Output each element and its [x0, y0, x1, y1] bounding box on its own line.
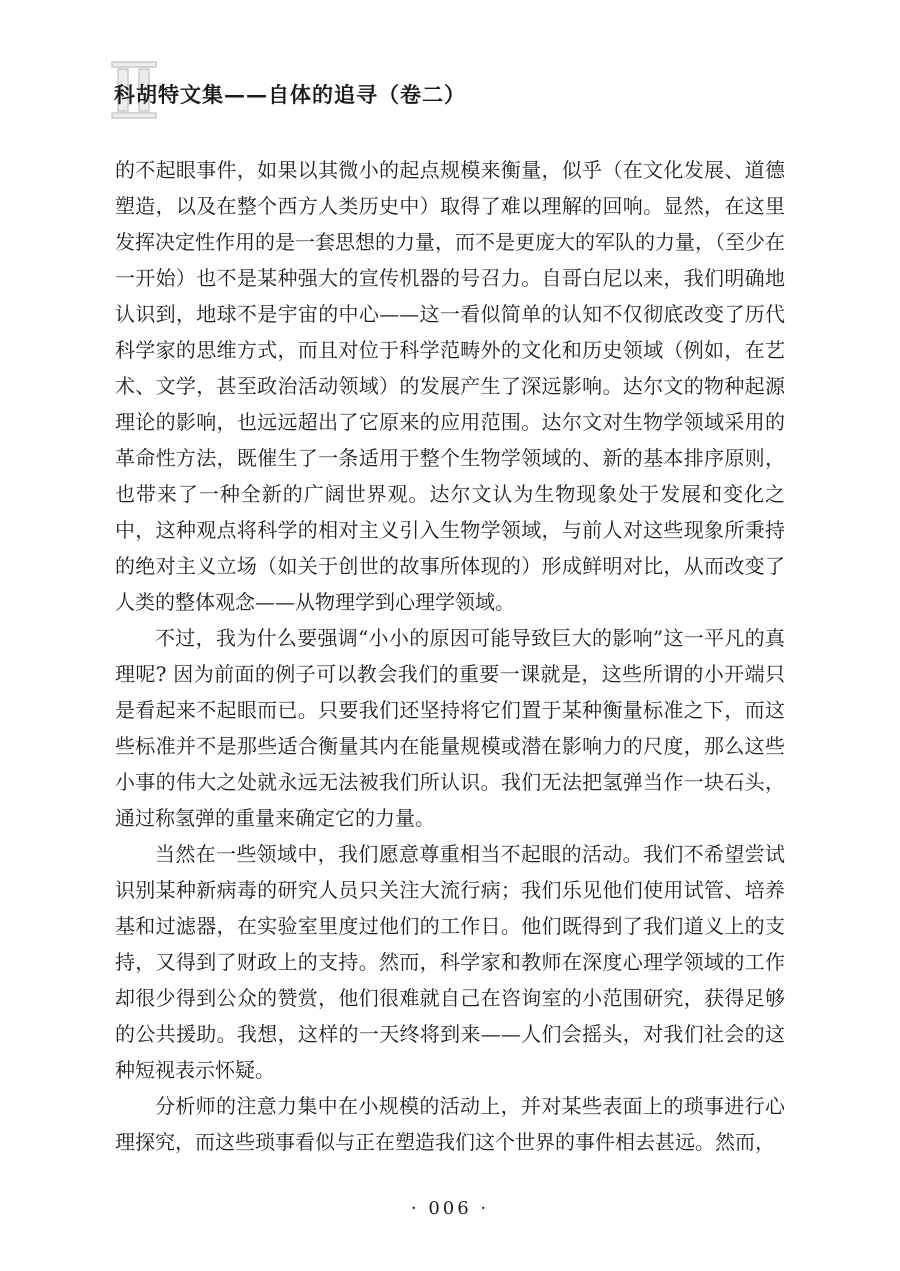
paragraph: 分析师的注意力集中在小规模的活动上，并对某些表面上的琐事进行心理探究，而这些琐事看似与正在塑造我们这个世界的事件相去甚远。然而，: [115, 1094, 785, 1154]
running-head-title: 科胡特文集——自体的追寻（卷二）: [114, 82, 466, 107]
paragraph: 不过，我为什么要强调“小小的原因可能导致巨大的影响”这一平凡的真理呢? 因为前面的例子可以教会我们的重要一课就是，这些所谓的小开端只是看起来不起眼而已。只要我们还坚持将它们置于某种衡量标准之下，而这些标准并不是那些适合衡量其内在能量规模或潜在影响力的尺度，那么这些小事的伟大之处就永远无法被我们所认识。我们无法把氢弹当作一块石头，通过称氢弹的重量来确定它的力量。: [115, 626, 785, 830]
page-number: · 006 ·: [410, 1198, 490, 1219]
paragraph: 当然在一些领域中，我们愿意尊重相当不起眼的活动。我们不希望尝试识别某种新病毒的研究人员只关注大流行病；我们乐见他们使用试管、培养基和过滤器，在实验室里度过他们的工作日。他们既得到了我们道义上的支持，又得到了财政上的支持。然而，科学家和教师在深度心理学领域的工作却很少得到公众的赞赏，他们很难就自己在咨询室的小范围研究，获得足够的公共援助。我想，这样的一天终将到来——人们会摇头，对我们社会的这种短视表示怀疑。: [115, 842, 785, 1082]
paragraph: 的不起眼事件，如果以其微小的起点规模来衡量，似乎（在文化发展、道德塑造，以及在整个西方人类历史中）取得了难以理解的回响。显然，在这里发挥决定性作用的是一套思想的力量，而不是更庞大的军队的力量，（至少在一开始）也不是某种强大的宣传机器的号召力。自哥白尼以来，我们明确地认识到，地球不是宇宙的中心——这一看似简单的认知不仅彻底改变了历代科学家的思维方式，而且对位于科学范畴外的文化和历史领域（例如，在艺术、文学，甚至政治活动领域）的发展产生了深远影响。达尔文的物种起源理论的影响，也远远超出了它原来的应用范围。达尔文对生物学领域采用的革命性方法，既催生了一条适用于整个生物学领域的、新的基本排序原则，也带来了一种全新的广阔世界观。达尔文认为生物现象处于发展和变化之中，这种观点将科学的相对主义引入生物学领域，与前人对这些现象所秉持的绝对主义立场（如关于创世的故事所体现的）形成鲜明对比，从而改变了人类的整体观念——从物理学到心理学领域。: [115, 158, 785, 614]
body-text-block: [115, 152, 785, 1160]
